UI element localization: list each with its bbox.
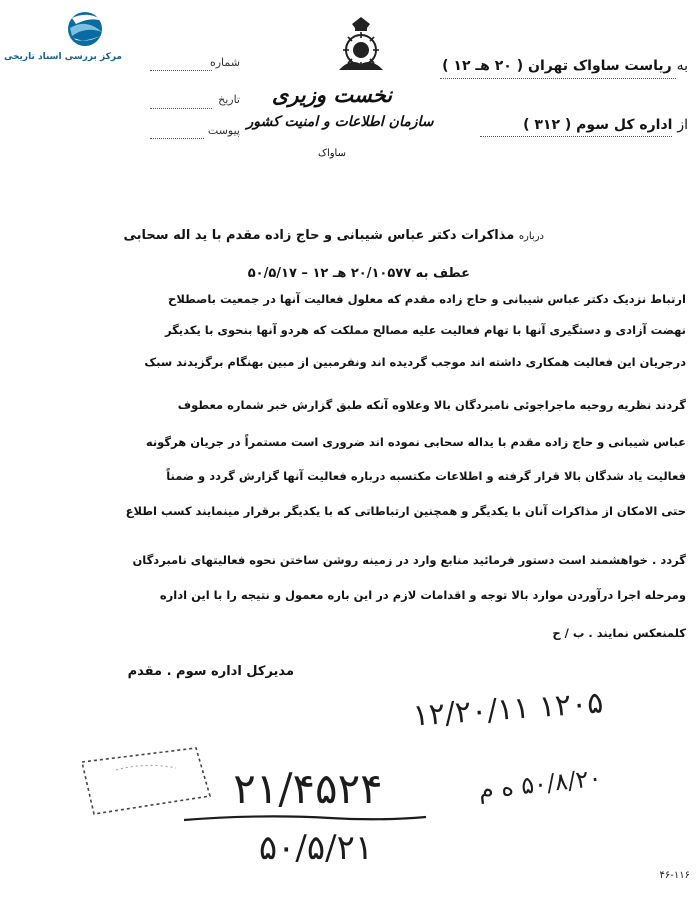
handwritten-date: ۵۰/۵/۲۱	[258, 828, 374, 868]
body-line: ومرحله اجرا درآوردن موارد بالا توجه و اقدامات لازم در این باره معمول و نتیجه را با این اداره	[159, 588, 686, 602]
date-field	[150, 93, 240, 106]
subject-line	[120, 228, 544, 243]
number-line	[150, 70, 212, 71]
from-label: از	[677, 117, 688, 133]
letterhead-sub: ساواک	[318, 148, 346, 159]
to-line	[440, 78, 676, 79]
body-line: گردد . خواهشمند است دستور فرمائید منابع وارد در زمینه روشن ساختن نحوه فعالیتهای نامبردگان	[132, 553, 686, 567]
body-line: گردند نظریه روحیه ماجراجوئی نامبردگان بالا وعلاوه آنکه طبق گزارش خبر شماره معطوف	[177, 398, 686, 412]
attachment-label: پیوست	[207, 124, 240, 137]
letterhead-ministry: نخست وزیری	[271, 82, 393, 107]
reference-line: عطف به ۲۰/۱۰۵۷۷ هـ ۱۲ – ۵۰/۵/۱۷	[247, 266, 470, 281]
body-line: ارتباط نزدیک دکتر عباس شیبانی و حاج زاده مقدم که معلول فعالیت آنها در جمعیت باصطلاح	[168, 292, 686, 306]
date-line	[150, 108, 212, 109]
subject-label: درباره	[518, 231, 544, 242]
body-line: کلمنعکس نمایند . ب / ح	[552, 626, 686, 640]
body-line: حتی الامکان از مذاکرات آنان با یکدیگر و همچنین ارتباطاتی که با یکدیگر برقرار مینمایند کسب اطلاع	[125, 504, 686, 518]
attachment-line	[150, 138, 204, 139]
body-line: نهضت آزادی و دستگیری آنها با تهام فعالیت علیه مصالح مملکت که هردو آنها بنحوی با یکدیگر	[164, 323, 686, 337]
archive-logo-caption: مرکز بررسی اسناد تاریخی	[3, 52, 122, 62]
to-field	[430, 58, 688, 74]
letterhead-organization: سازمان اطلاعات و امنیت کشور	[246, 114, 434, 130]
from-field	[470, 117, 688, 133]
to-label: به	[676, 58, 688, 74]
number-label: شماره	[209, 56, 240, 69]
body-line: درجریان این فعالیت همکاری داشته اند موجب گردیده اند ونفرمبین از مبین بهنگام برگزیدند سبک	[144, 355, 686, 369]
lion-and-sun-emblem-icon	[330, 14, 392, 76]
archive-logo	[3, 8, 122, 66]
handwritten-note-1: ۱۲/۲۰/۱۱ ۱۲۰۵	[411, 685, 605, 734]
body-line: فعالیت یاد شدگان بالا قرار گرفته و اطلاعات مکتسبه درباره فعالیت آنها گزارش گردد و ضمناً	[166, 469, 686, 483]
handwritten-number: ۲۱/۴۵۲۴	[233, 764, 383, 813]
handwritten-note-2: ۵۰/۸/۲۰ ه م	[477, 763, 603, 805]
number-underline	[180, 812, 430, 826]
from-value: اداره کل سوم ( ۳۱۲ )	[523, 117, 673, 133]
attachment-field	[150, 124, 240, 137]
signature-line: مدیرکل اداره سوم . مقدم	[127, 664, 294, 679]
date-label: تاریخ	[218, 93, 240, 106]
body-line: عباس شیبانی و حاج زاده مقدم با یداله سحابی نموده اند ضروری است مستمراً در جریان هرگونه	[145, 435, 686, 449]
footer-code: ۴۶-۱۱۶	[659, 870, 690, 881]
number-field	[150, 56, 240, 69]
to-value: ریاست ساواک تهران ( ۲۰ هـ ۱۲ )	[442, 58, 672, 74]
archive-swoosh-icon	[12, 8, 122, 50]
subject-value: مذاکرات دکتر عباس شیبانی و حاج زاده مقدم با ید اله سحابی	[123, 228, 515, 243]
from-line	[480, 136, 672, 137]
